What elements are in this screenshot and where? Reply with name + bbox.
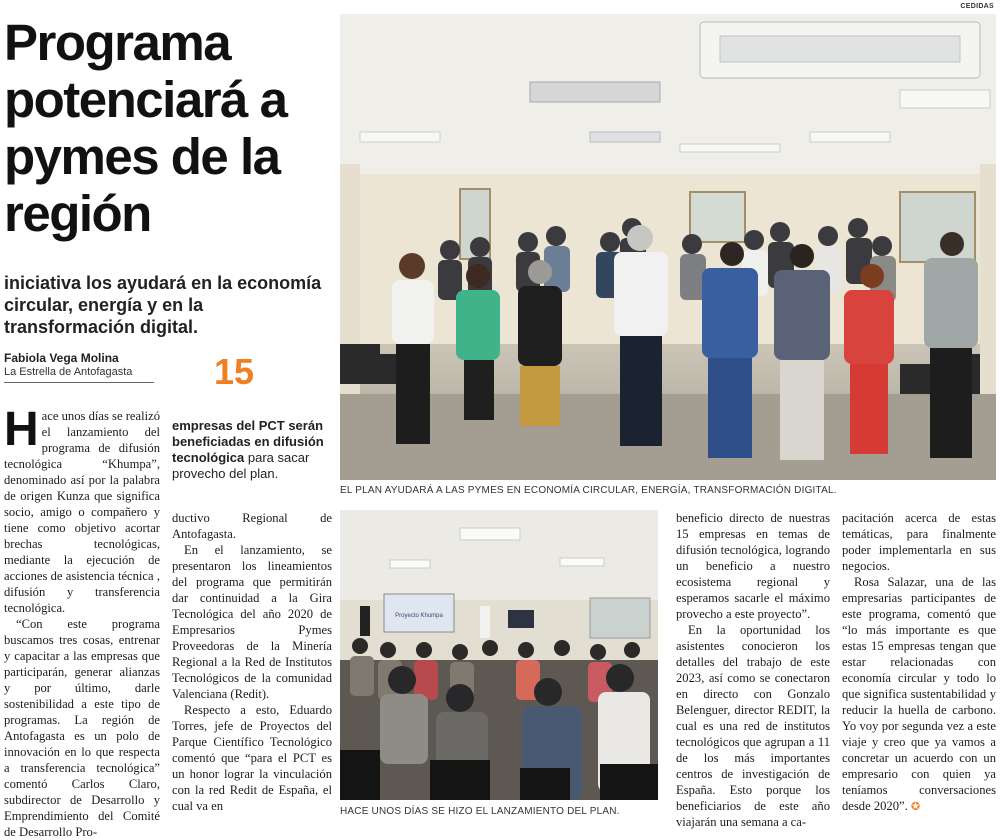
launch-photo-illustration [340, 510, 658, 800]
body-column-4 [842, 510, 996, 823]
deck-subtitle: iniciativa los ayudará en la economía circular, energía y en la transformación digital. [4, 273, 322, 337]
callout-number: 15 [214, 351, 255, 392]
callout-rest: para sacar provecho del plan. [172, 450, 310, 481]
author-byline: Fabiola Vega Molina [4, 351, 119, 365]
body-paragraph: pacitación acerca de estas temáticas, para finalmente poder implementarla en sus negocios. [842, 511, 996, 573]
paragraph-text: ace unos días se realizó el lanzamiento del programa de difusión tecnológica “Khumpa”, denominado así por la palabra de origen Kunza que significa socio, amigo o compañero y tiene como objetivo acortar brechas tecnológicas, mediante la ejecución de acciones de asistencia técnica , difusión y transferencia tecnológica. [4, 409, 160, 615]
body-paragraph: beneficio directo de nuestras 15 empresas en temas de difusión tecnológica, logrando un beneficio a nuestro ecosistema regional y esperamos sacarle el máximo provecho a este proyecto”. [676, 511, 830, 621]
photo2-caption: HACE UNOS DÍAS SE HIZO EL LANZAMIENTO DEL PLAN. [340, 806, 620, 817]
photo1-caption: EL PLAN AYUDARÁ A LAS PYMES EN ECONOMÍA CIRCULAR, ENERGÍA, TRANSFORMACIÓN DIGITAL. [340, 485, 837, 496]
body-paragraph: En el lanzamiento, se presentaron los lineamientos del programa que permitirán dar continuidad a la Gira Tecnológica del año 2020 de Empresarios Pymes Proveedoras de la Minería Regional a la Red de Institutos Tecnológicos de la comunidad Valenciana (Redit). [172, 543, 332, 701]
photo-credit: CEDIDAS [960, 3, 994, 10]
body-column-1 [4, 403, 160, 839]
projector-slide-text: Proyecto Khumpa [395, 613, 443, 619]
byline-divider [4, 382, 154, 383]
body-paragraph [842, 574, 996, 815]
body-paragraph [4, 403, 160, 616]
launch-event-photo [340, 510, 658, 800]
drop-cap: H [4, 403, 39, 456]
headline: Programa potenciará a pymes de la región [4, 14, 287, 242]
body-paragraph: “Con este programa buscamos tres cosas, entrenar y capacitar a las empresas que participarán, generar alianzas y por último, darle sostenibilidad a este tipo de programas. La región de Antofagasta es un polo de innovación en lo que respecta a transferencia tecnológica” comentó Carlos Claro, subdirector de Desarrollo y Emprendimiento del Comité de Desarrollo Pro- [4, 617, 160, 839]
body-paragraph: ductivo Regional de Antofagasta. [172, 511, 332, 541]
body-paragraph: En la oportunidad los asistentes conocieron los detalles del trabajo de este 2023, así como se conectaron en directo con Gonzalo Belenguer, director REDIT, la cual es una red de institutos tecnológicos que agrupan a 11 de los más importantes centros de investigación de España. Esto porque los beneficiarios de este año viajarán una semana a ca- [676, 623, 830, 829]
body-column-3 [676, 510, 830, 829]
body-paragraph: Respecto a esto, Eduardo Torres, jefe de Proyectos del Parque Científico Tecnológico comentó que “para el PCT es un honor lograr la vinculación con la red Redit de España, el cual va en [172, 703, 332, 813]
paragraph-text: Rosa Salazar, una de las empresarias participantes de este programa, comentó que “lo más importante es que estas 15 empresas tengan que estar relacionadas con economía circular y todo lo que significa sustentabilidad y reducir la huella de carbono. Yo voy por segunda vez a este viaje y creo que ya vamos a concretar un acuerdo con un empresario con quien ya teníamos conversaciones desde 2020”. [842, 575, 996, 813]
callout-text [172, 418, 327, 482]
group-photo-illustration [340, 14, 996, 480]
body-column-2 [172, 510, 332, 823]
group-photo [340, 14, 996, 480]
end-mark-icon: ✪ [910, 800, 921, 813]
callout-bold: empresas del PCT serán beneficiadas en difusión tecnológica [172, 418, 324, 465]
publication-name: La Estrella de Antofagasta [4, 366, 133, 378]
